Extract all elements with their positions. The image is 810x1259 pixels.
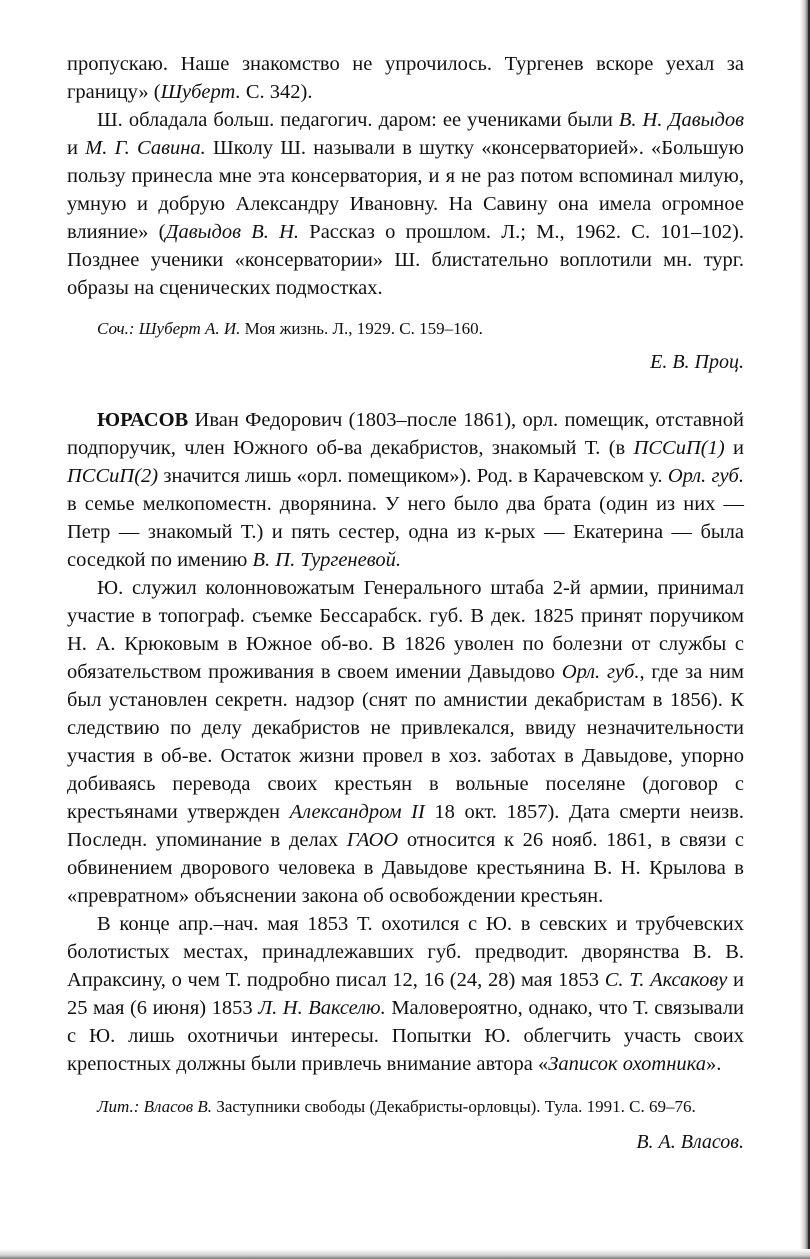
text-run: относится к 26 нояб. 1861, в связи с обвинением дворового человека в Давыдове крестьянина В. Н. Крылова в «превратном» объяснении закона об освобождении крестьян. [67,829,744,907]
ref-author: Шуберт А. И. [134,319,241,338]
italic-name: Л. Н. Вакселю. [258,997,386,1019]
italic-name: В. Н. Давыдов [618,109,745,131]
text-run: и [724,437,744,459]
text-run: и 25 мая (6 июня) 1853 [67,969,744,1019]
italic-citation: Давыдов В. Н. [165,221,300,243]
ref-label: Соч.: [97,319,135,338]
italic-abbrev: ПССиП(2) [67,465,159,487]
article-author: Е. В. Проц. [650,351,744,373]
entry-paragraph-3 [67,910,744,1078]
text-run: 18 окт. 1857). Дата смерти неизв. Последн. упоминание в делах [67,801,744,851]
text-run: Маловероятно, однако, что Т. связывали с Ю. лишь охотничьи интересы. Попытки Ю. облегчить участь своих крепостных должны были привлечь внимание автора « [67,997,744,1075]
italic-name: Александром II [289,801,425,823]
text-run: значится лишь «орл. помещиком»). Род. в Карачевском у. [158,465,668,487]
text-run: пропускаю. Наше знакомство не упрочилось. Тургенев вскоре уехал за границу» ( [67,53,744,103]
italic-abbrev: Орл. губ. [667,465,744,487]
italic-title: Записок охотника [548,1053,706,1075]
entry-paragraph-1 [67,406,744,574]
text-run: и [67,137,86,159]
italic-name: М. Г. Савина. [85,137,206,159]
ref-author: Власов В. [139,1097,213,1116]
ref-text: Заступники свободы (Декабристы-орловцы). Тула. 1991. С. 69–76. [212,1097,696,1116]
text-run: С. 342). [240,81,313,103]
text-run: в семье мелкопоместн. дворянина. У него было два брата (один из них — Петр — знакомый Т.) и пять сестер, одна из к-рых — Екатерина — была соседкой по имению [67,493,744,571]
text-run: , где за ним был установлен секретн. надзор (снят по амнистии декабристам в 1856). К следствию по делу декабристов не привлекался, ввиду незначительности участия в об-ве. Остаток жизни провел в хоз. заботах в Давыдове, упорно добиваясь перевода своих крестьян в вольные поселяне (договор с крестьянами утвержден [67,661,744,823]
italic-abbrev: ГАОО [346,829,399,851]
paragraph-students [67,106,744,302]
text-run: Рассказ о прошлом. Л.; М., 1962. С. 101–102). Позднее ученики «консерватории» Ш. блистательно воплотили мн. тург. образы на сценических подмостках. [67,221,745,299]
italic-name: С. Т. Аксакову [604,969,728,991]
italic-abbrev: ПССиП(1) [633,437,725,459]
text-run: В конце апр.–нач. мая 1853 Т. охотился с Ю. в севских и трубчевских болотистых местах, принадлежавших губ. предводит. дворянства В. В. Апраксину, о чем Т. подробно писал 12, 16 (24, 28) мая 1853 [67,913,744,991]
italic-abbrev: Орл. губ. [561,661,640,683]
ref-label: Лит.: [97,1097,140,1116]
text-run: ». [705,1053,722,1075]
works-reference [67,316,744,342]
italic-citation: Шуберт. [160,81,241,103]
ref-text: Моя жизнь. Л., 1929. С. 159–160. [240,319,483,338]
continued-paragraph [67,50,744,106]
entry-author: В. А. Власов. [636,1131,744,1153]
text-run: Иван Федорович (1803–после 1861), орл. помещик, отставной подпоручик, член Южного об-ва декабристов, знакомый Т. (в [67,409,744,459]
text-run: Школу Ш. называли в шутку «консерваторией». «Большую пользу принесла мне эта консерватория, и я не раз потом вспоминал милую, умную и добрую Александру Ивановну. На Савину она имела огромное влияние» ( [67,137,744,243]
entry-paragraph-2 [67,574,744,910]
text-run: Ш. обладала больш. педагогич. даром: ее учениками были [97,109,619,131]
page-edge-shadow-right [800,0,808,1259]
headword: ЮРАСОВ [97,409,189,431]
italic-name: В. П. Тургеневой. [252,549,401,571]
literature-reference [67,1094,744,1120]
text-column [67,50,744,1156]
page-edge-shadow-bottom [0,1249,810,1259]
text-run: Ю. служил колонновожатым Генерального штаба 2-й армии, принимал участие в топограф. съемке Бессарабск. губ. В дек. 1825 принят поручиком Н. А. Крюковым в Южное об-во. В 1826 уволен по болезни от службы с обязательством проживания в своем имении Давыдово [67,577,744,683]
